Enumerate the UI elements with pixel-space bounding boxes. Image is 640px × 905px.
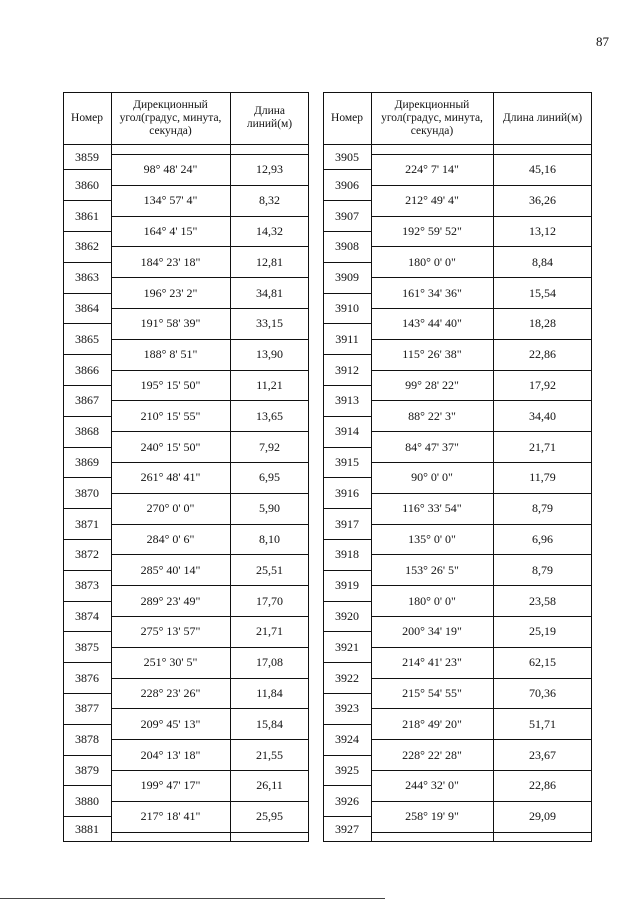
line-length: 5,90 <box>259 501 280 516</box>
bearing-angle: 99° 28' 22" <box>405 377 459 392</box>
point-number: 3877 <box>75 701 99 716</box>
segment-row-divider <box>111 277 309 278</box>
segment-row-divider <box>111 801 309 802</box>
segment-row-divider <box>371 185 592 186</box>
bearing-angle: 134° 57' 4" <box>143 193 198 208</box>
bearing-angle: 90° 0' 0" <box>411 470 453 485</box>
header-number: Номер <box>71 111 103 124</box>
point-number: 3909 <box>335 270 359 285</box>
line-length: 8,79 <box>532 501 553 516</box>
point-number: 3913 <box>335 393 359 408</box>
bearing-angle: 191° 58' 39" <box>140 316 201 331</box>
bearing-angle: 224° 7' 14" <box>405 162 459 177</box>
point-number: 3915 <box>335 454 359 469</box>
point-number: 3921 <box>335 639 359 654</box>
segment-row-divider <box>371 277 592 278</box>
header-angle: Дирекционный угол(градус, минута, секунда) <box>381 98 483 137</box>
point-number: 3859 <box>75 149 99 164</box>
line-length: 70,36 <box>529 685 556 700</box>
line-length: 12,81 <box>256 254 283 269</box>
segment-row-divider <box>371 431 592 432</box>
point-number: 3918 <box>335 547 359 562</box>
line-length: 17,08 <box>256 655 283 670</box>
segment-row-divider <box>111 216 309 217</box>
segment-row-divider <box>111 339 309 340</box>
bearing-angle: 284° 0' 6" <box>146 531 195 546</box>
point-number: 3916 <box>335 485 359 500</box>
segment-row-divider <box>111 370 309 371</box>
line-length: 21,55 <box>256 747 283 762</box>
bearing-angle: 285° 40' 14" <box>140 562 201 577</box>
line-length: 14,32 <box>256 223 283 238</box>
point-number: 3863 <box>75 270 99 285</box>
bearing-angle: 228° 22' 28" <box>402 747 462 762</box>
line-length: 8,32 <box>259 193 280 208</box>
line-length: 13,12 <box>529 223 556 238</box>
bearing-angle: 116° 33' 54" <box>402 501 462 516</box>
point-number: 3924 <box>335 732 359 747</box>
line-length: 22,86 <box>529 347 556 362</box>
segment-row-divider <box>371 554 592 555</box>
point-number: 3875 <box>75 639 99 654</box>
bearing-angle: 143° 44' 40" <box>402 316 462 331</box>
line-length: 33,15 <box>256 316 283 331</box>
bearing-angle: 199° 47' 17" <box>140 778 201 793</box>
bearing-angle: 204° 13' 18" <box>140 747 201 762</box>
segment-row-divider <box>111 832 309 833</box>
point-number: 3919 <box>335 578 359 593</box>
bearing-angle: 98° 48' 24" <box>143 162 198 177</box>
point-number: 3872 <box>75 547 99 562</box>
line-length: 7,92 <box>259 439 280 454</box>
bearing-angle: 84° 47' 37" <box>405 439 459 454</box>
point-number: 3868 <box>75 424 99 439</box>
bearing-angle: 180° 0' 0" <box>408 254 456 269</box>
segment-row-divider <box>371 370 592 371</box>
line-length: 8,79 <box>532 562 553 577</box>
point-number: 3869 <box>75 454 99 469</box>
line-length: 51,71 <box>529 716 556 731</box>
bearing-angle: 88° 22' 3" <box>408 408 456 423</box>
segment-row-divider <box>371 246 592 247</box>
point-number: 3880 <box>75 793 99 808</box>
point-number: 3860 <box>75 177 99 192</box>
line-length: 45,16 <box>529 162 556 177</box>
line-length: 29,09 <box>529 809 556 824</box>
bearing-angle: 153° 26' 5" <box>405 562 459 577</box>
line-length: 8,84 <box>532 254 553 269</box>
segment-row-divider <box>111 462 309 463</box>
segment-row-divider <box>111 185 309 186</box>
point-number: 3914 <box>335 424 359 439</box>
segment-row-divider <box>371 585 592 586</box>
point-number: 3923 <box>335 701 359 716</box>
page-number: 87 <box>596 34 609 49</box>
line-length: 15,54 <box>529 285 556 300</box>
point-number: 3920 <box>335 608 359 623</box>
bearing-angle: 251° 30' 5" <box>143 655 198 670</box>
bearing-angle: 240° 15' 50" <box>140 439 201 454</box>
bearing-angle: 289° 23' 49" <box>140 593 201 608</box>
segment-row-divider <box>371 801 592 802</box>
line-length: 34,40 <box>529 408 556 423</box>
line-length: 15,84 <box>256 716 283 731</box>
point-number: 3922 <box>335 670 359 685</box>
bearing-angle: 192° 59' 52" <box>402 223 462 238</box>
line-length: 23,67 <box>529 747 556 762</box>
segment-row-divider <box>371 462 592 463</box>
coordinates-table-right <box>323 92 592 842</box>
bearing-angle: 270° 0' 0" <box>146 501 195 516</box>
point-number: 3874 <box>75 608 99 623</box>
bearing-angle: 180° 0' 0" <box>408 593 456 608</box>
segment-row-divider <box>111 493 309 494</box>
line-length: 22,86 <box>529 778 556 793</box>
point-number: 3926 <box>335 793 359 808</box>
segment-row-divider <box>111 554 309 555</box>
line-length: 25,95 <box>256 809 283 824</box>
header-angle: Дирекционный угол(градус, минута, секунда) <box>119 98 222 137</box>
line-length: 6,96 <box>532 531 553 546</box>
segment-row-divider <box>111 400 309 401</box>
point-number: 3876 <box>75 670 99 685</box>
line-length: 13,65 <box>256 408 283 423</box>
bearing-angle: 244° 32' 0" <box>405 778 459 793</box>
point-number: 3911 <box>335 331 359 346</box>
line-length: 12,93 <box>256 162 283 177</box>
bearing-angle: 258° 19' 9" <box>405 809 459 824</box>
segment-row-divider <box>371 739 592 740</box>
line-length: 11,84 <box>256 685 283 700</box>
segment-row-divider <box>111 678 309 679</box>
segment-row-divider <box>371 339 592 340</box>
bearing-angle: 115° 26' 38" <box>402 347 462 362</box>
segment-row-divider <box>371 216 592 217</box>
segment-row-divider <box>371 616 592 617</box>
line-length: 18,28 <box>529 316 556 331</box>
segment-row-divider <box>111 647 309 648</box>
segment-row-divider <box>371 493 592 494</box>
bearing-angle: 212° 49' 4" <box>405 193 459 208</box>
segment-row-divider <box>371 647 592 648</box>
line-length: 25,51 <box>256 562 283 577</box>
point-number: 3881 <box>75 821 99 836</box>
segment-row-divider <box>371 400 592 401</box>
point-number: 3861 <box>75 208 99 223</box>
segment-row-divider <box>111 708 309 709</box>
line-length: 11,79 <box>529 470 556 485</box>
header-length: Длина линий(м) <box>246 105 293 130</box>
page-bottom-rule <box>0 898 385 899</box>
line-length: 17,70 <box>256 593 283 608</box>
point-number: 3906 <box>335 177 359 192</box>
line-length: 21,71 <box>529 439 556 454</box>
line-length: 11,21 <box>256 377 283 392</box>
point-number: 3908 <box>335 239 359 254</box>
bearing-angle: 217° 18' 41" <box>140 809 201 824</box>
point-number: 3917 <box>335 516 359 531</box>
point-number: 3870 <box>75 485 99 500</box>
bearing-angle: 275° 13' 57" <box>140 624 201 639</box>
line-length: 26,11 <box>256 778 283 793</box>
segment-row-divider <box>111 431 309 432</box>
bearing-angle: 210° 15' 55" <box>140 408 201 423</box>
bearing-angle: 228° 23' 26" <box>140 685 201 700</box>
line-length: 62,15 <box>529 655 556 670</box>
segment-row-divider <box>111 154 309 155</box>
point-number: 3905 <box>335 149 359 164</box>
bearing-angle: 209° 45' 13" <box>140 716 201 731</box>
line-length: 36,26 <box>529 193 556 208</box>
header-number: Номер <box>331 111 363 124</box>
line-length: 25,19 <box>529 624 556 639</box>
segment-row-divider <box>111 739 309 740</box>
bearing-angle: 161° 34' 36" <box>402 285 462 300</box>
bearing-angle: 218° 49' 20" <box>402 716 462 731</box>
line-length: 13,90 <box>256 347 283 362</box>
bearing-angle: 135° 0' 0" <box>408 531 456 546</box>
segment-row-divider <box>111 616 309 617</box>
bearing-angle: 184° 23' 18" <box>140 254 201 269</box>
point-number: 3907 <box>335 208 359 223</box>
bearing-angle: 188° 8' 51" <box>143 347 198 362</box>
segment-row-divider <box>111 770 309 771</box>
segment-row-divider <box>371 708 592 709</box>
point-number: 3865 <box>75 331 99 346</box>
line-length: 17,92 <box>529 377 556 392</box>
point-number: 3879 <box>75 762 99 777</box>
bearing-angle: 196° 23' 2" <box>143 285 198 300</box>
point-number: 3867 <box>75 393 99 408</box>
header-length: Длина линий(м) <box>502 111 583 124</box>
line-length: 8,10 <box>259 531 280 546</box>
segment-row-divider <box>371 154 592 155</box>
segment-row-divider <box>111 308 309 309</box>
point-number: 3927 <box>335 821 359 836</box>
point-number: 3873 <box>75 578 99 593</box>
line-length: 23,58 <box>529 593 556 608</box>
bearing-angle: 200° 34' 19" <box>402 624 462 639</box>
segment-row-divider <box>371 832 592 833</box>
coordinates-table-left <box>63 92 309 842</box>
point-number: 3910 <box>335 300 359 315</box>
bearing-angle: 214° 41' 23" <box>402 655 462 670</box>
point-number: 3864 <box>75 300 99 315</box>
point-number: 3871 <box>75 516 99 531</box>
point-number: 3862 <box>75 239 99 254</box>
point-number: 3866 <box>75 362 99 377</box>
segment-row-divider <box>111 524 309 525</box>
segment-row-divider <box>371 524 592 525</box>
point-number: 3878 <box>75 732 99 747</box>
segment-row-divider <box>111 246 309 247</box>
segment-row-divider <box>111 585 309 586</box>
line-length: 21,71 <box>256 624 283 639</box>
line-length: 6,95 <box>259 470 280 485</box>
point-number: 3912 <box>335 362 359 377</box>
bearing-angle: 164° 4' 15" <box>143 223 198 238</box>
segment-row-divider <box>371 770 592 771</box>
bearing-angle: 261° 48' 41" <box>140 470 201 485</box>
bearing-angle: 215° 54' 55" <box>402 685 462 700</box>
segment-row-divider <box>371 308 592 309</box>
line-length: 34,81 <box>256 285 283 300</box>
point-number: 3925 <box>335 762 359 777</box>
segment-row-divider <box>371 678 592 679</box>
bearing-angle: 195° 15' 50" <box>140 377 201 392</box>
